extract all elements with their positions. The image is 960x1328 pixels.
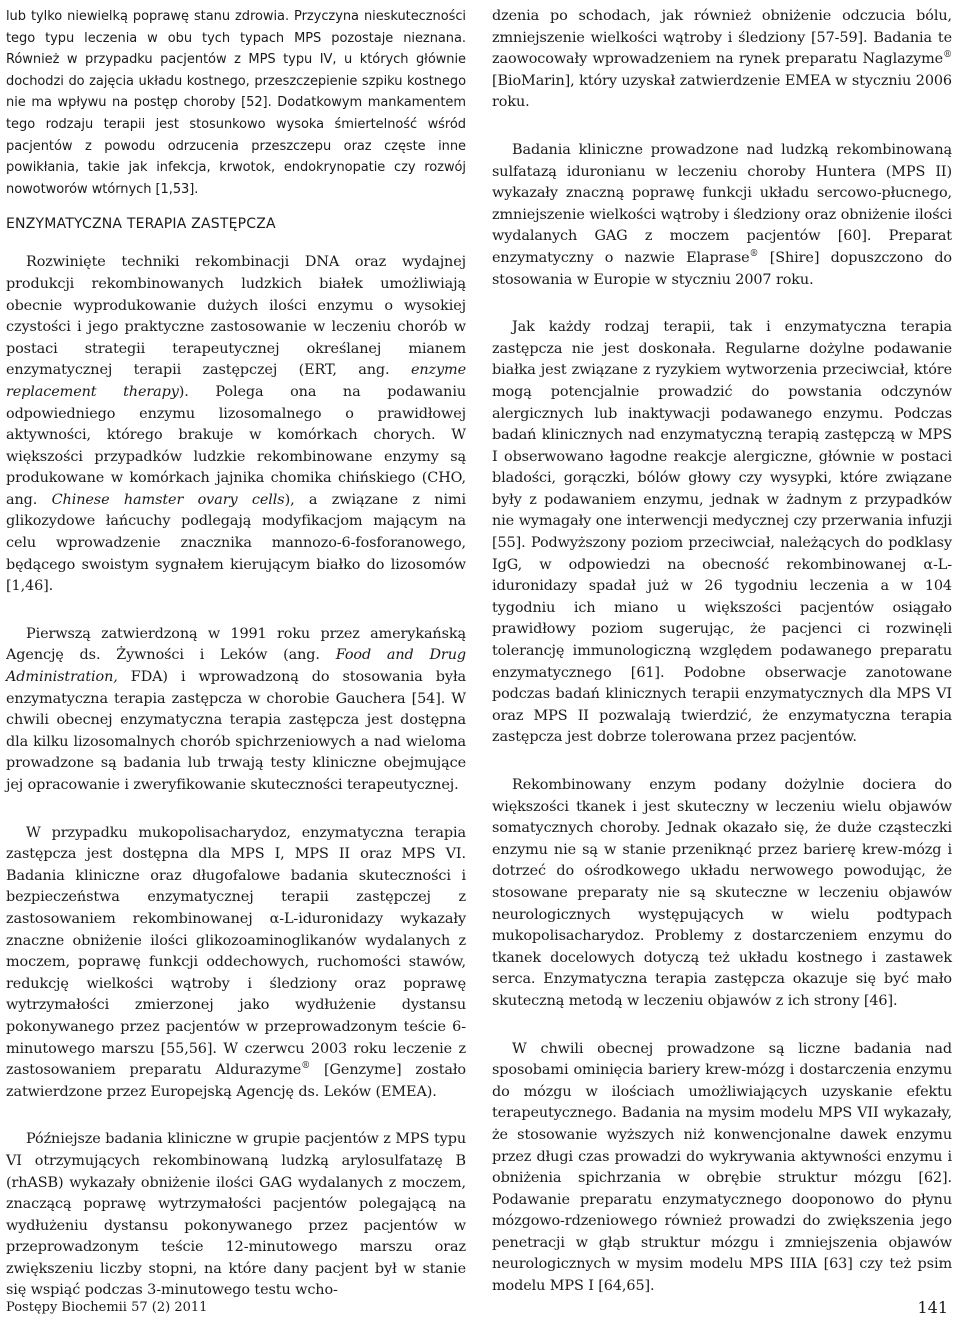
paragraph-ert-intro [6,252,466,598]
paragraph-research: W chwili obecnej prowadzone są liczne badania nad sposobami ominięcia bariery krew-mózg i dostarczenia enzymu do mózgu w ilościach umożliwiających uzyskanie efektu terapeutycznego. Badania na mysim modelu MPS VII wykazały, że stosowanie wyższych niż konwencjonalne dawek enzymu przez długi czas prowadzi do wykrywania aktywności enzymu i obniżenia spichrzania w obrębie struktur mózgu [62]. Podawanie preparatu enzymatycznego dooponowo do płynu mózgowo-rdzeniowego również prowadzi do zwiększenia jego penetracji w głąb struktur mózgu i zmniejszenia objawów neurologicznych w mysim modelu MPS IIIA [63] czy też psim modelu MPS I [64,65]. [492,1040,952,1295]
text: [BioMarin], który uzyskał zatwierdzenie EMEA w styczniu 2006 roku. [492,72,952,111]
right-column [492,6,952,1324]
left-column [6,6,466,1328]
paragraph-fda [6,624,466,797]
paragraph-mps [6,823,466,1104]
text: [Shire] dopuszczono do stosowania w Europie w styczniu 2007 roku. [492,249,952,288]
italic-term: Food and Drug Administration, [6,647,466,686]
text: W przypadku mukopolisacharydoz, enzymatyczna terapia zastępcza jest dostępna dla MPS I, MPS II oraz MPS VI. Badania kliniczne oraz długofalowe badania skuteczności i bezpieczeństwa enzymatycznej terapii zastępczej z zastosowaniem rekombinowanej α-L-iduronidazy wykazały znaczne obniżenie ilości glikozoaminoglikanów wydalanych z moczem, poprawę funkcji oddechowych, ruchomości stawów, redukcję wielkości wątroby i śledziony oraz poprawę wytrzymałości zmierzonej jako wydłużenie dystansu pokonywanego przez pacjentów w przeprowadzonym teście 6-minutowego marszu [55,56]. W czerwcu 2003 roku leczenie z zastosowaniem preparatu Aldurazyme [6,824,466,1079]
section-heading: ENZYMATYCZNA TERAPIA ZASTĘPCZA [6,216,276,233]
paragraph-bbb: Rekombinowany enzym podany dożylnie dociera do większości tkanek i jest skuteczny w leczeniu wielu objawów somatycznych choroby. Jednak okazało się, że duże cząsteczki enzymu nie są w stanie przeniknąć przez barierę krew-mózg i dotrzeć do ośrodkowego układu nerwowego powodując, że stosowane preparaty nie są skuteczne w leczeniu objawów neurologicznych występujących w wielu podtypach mukopolisacharydoz. Problemy z dostarczeniem enzymu do tkanek docelowych dotyczą też układu kostnego i zastawek serca. Enzymatyczna terapia zastępcza okazuje się być mało skuteczną metodą w leczeniu objawów z ich strony [46]. [492,777,952,1009]
journal-citation: Postępy Biochemii 57 (2) 2011 [6,1300,208,1315]
registered-mark: ® [749,249,759,260]
italic-term: Chinese hamster ovary cells [51,491,285,508]
text: Badania kliniczne prowadzone nad ludzką rekombinowaną sulfatazą iduronianu w leczeniu choroby Huntera (MPS II) wykazały znaczną poprawę funkcji układu sercowo-płucnego, zmniejszenie wielkości wątroby i śledziony oraz obniżenie ilości wydalanych GAG z moczem pacjentów [60]. Preparat enzymatyczny o nazwie Elaprase [492,141,952,266]
paragraph-hunter [492,140,952,291]
text: ). Polega ona na podawaniu odpowiedniego enzymu lizosomalnego o prawidłowej aktywności, którego brakuje w komórkach chorych. W większości przypadków ludzkie rekombinowane enzymy są produkowane w komórkach jajnika chomika chińskiego (CHO, ang. [6,383,467,508]
text: dzenia po schodach, jak również obniżenie odczucia bólu, zmniejszenie wielkości wątroby i śledziony [57-59]. Badania te zaowocowały wprowadzeniem na rynek preparatu Naglazyme [492,8,952,68]
paragraph-continued [492,6,952,114]
italic-term: enzyme replacement therapy [6,362,466,400]
registered-mark: ® [301,1061,311,1072]
text: FDA) i wprowadzoną do stosowania była enzymatyczna terapia zastępcza w chorobie Gauchera [54]. W chwili obecnej enzymatyczna terapia zastępcza jest dostępna dla kilku lizosomalnych chorób spichrzeniowych a nad wieloma prowadzone są badania lub trwają testy kliniczne obejmujące jej opracowanie i zweryfikowanie skuteczności terapeutycznej. [6,669,466,793]
page-number: 141 [917,1298,948,1317]
page-footer [6,1300,954,1320]
paragraph-limitations: Jak każdy rodzaj terapii, tak i enzymatyczna terapia zastępcza nie jest doskonała. Regularne dożylne podawanie białka jest związane z ryzykiem wytworzenia przeciwciał, które mogą potencjalnie prowadzić do powstania odczynów alergicznych lub inaktywacji podawanego enzymu. Podczas badań klinicznych nad enzymatyczną terapią zastępczą w MPS I obserwowano łagodne reakcje alergiczne, głównie w postaci bladości, gorączki, bólów głowy czy wysypki, które związane były z podawaniem enzymu, jednak w żadnym z przypadków nie wymagały one interwencji medycznej czy przerwania infuzji [55]. Podwyższony poziom przeciwciał, należących do podklasy IgG, w odpowiedzi na obecność rekombinowanej α-L-iduronidazy spadał już w 26 tygodniu leczenia a w 104 tygodniu ich miano u większości pacjentów osiągało prawidłowy poziom sugerując, że pacjenci ci rozwinęli tolerancję immunologiczną względem podawanego preparatu enzymatycznego [61]. Podobne obserwacje zanotowane podczas badań klinicznych terapii enzymatycznych dla MPS VI oraz MPS II pozwalają twierdzić, że enzymatyczna terapia zastępcza jest dobrze tolerowana przez pacjentów. [492,319,952,746]
text: ), a związane z nimi glikozydowe łańcuchy podlegają modyfikacjom mającym na celu wprowadzenie znacznika mannozo-6-fosforanowego, będącego swoistym sygnałem kierującym białko do lizosomów [1,46]. [6,491,466,595]
text: [Genzyme] zostało zatwierdzone przez Europejską Agencję ds. Leków (EMEA). [6,1062,466,1100]
paragraph-mps-vi: Późniejsze badania kliniczne w grupie pacjentów z MPS typu VI otrzymujących rekombinowaną ludzką arylosulfatazę B (rhASB) wykazały obniżenie ilości GAG wydalanych z moczem, znaczącą poprawę wytrzymałości pacjentów polegającą na wydłużeniu dystansu pokonywanego przez pacjentów w przeprowadzonym teście 12-minutowego marszu oraz zwiększeniu liczby stopni, na które dany pacjent był w stanie się wspiąć podczas 3-minutowego testu wcho- [6,1131,466,1299]
registered-mark: ® [943,50,952,61]
paragraph-continued: lub tylko niewielką poprawę stanu zdrowia. Przyczyna nieskuteczności tego typu leczenia w obu tych typach MPS pozostaje nieznana. Również w przypadku pacjentów z MPS typu IV, u których głównie dochodzi do zajęcia układu kostnego, przeszczepienie szpiku kostnego nie ma wpływu na postęp choroby [52]. Dodatkowym mankamentem tego rodzaju terapii jest stosunkowo wysoka śmiertelność wśród pacjentów z powodu odrzucenia przeszczepu oraz częste inne powikłania, takie jak infekcja, krwotok, endokrynopatie czy rozwój nowotworów wtórnych [1,53]. [6,9,466,197]
text: Pierwszą zatwierdzoną w 1991 roku przez amerykańską Agencję ds. Żywności i Leków (ang. [6,625,466,664]
text: Rozwinięte techniki rekombinacji DNA oraz wydajnej produkcji rekombinowanych ludzkich białek umożliwiają obecnie wyprodukowanie dużych ilości enzymu o wysokiej czystości i jego praktyczne zastosowanie w leczeniu chorób w postaci strategii terapeutycznej określanej mianem enzymatycznej terapii zastępczej (ERT, ang. [6,254,466,379]
